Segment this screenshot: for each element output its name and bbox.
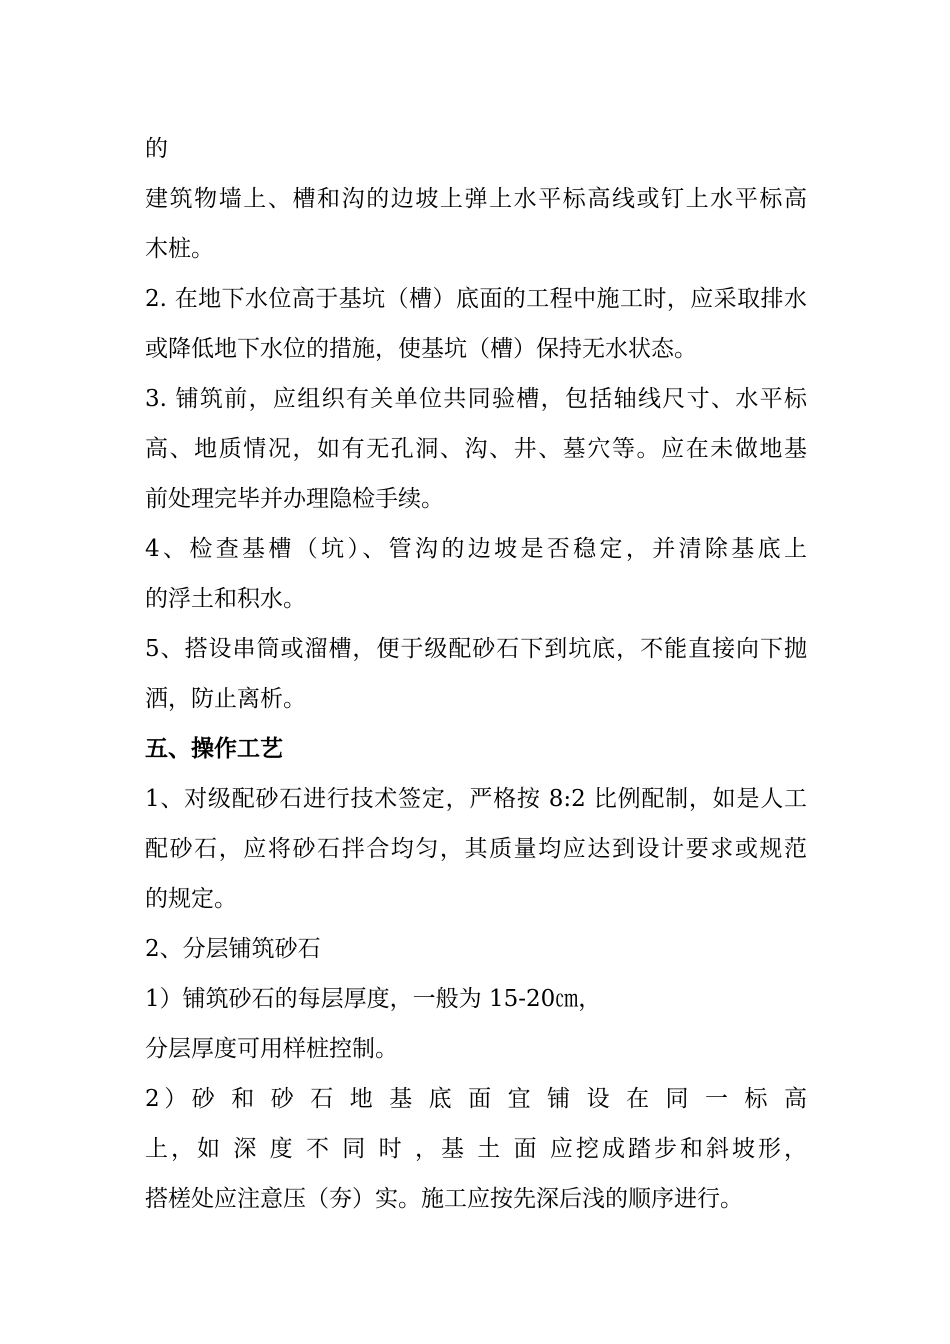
- step-2-title: 2、分层铺筑砂石: [145, 936, 321, 962]
- list-item-3-line: 3. 铺筑前，应组织有关单位共同验槽，包括轴线尺寸、水平标: [145, 386, 807, 412]
- list-item-3-line: 前处理完毕并办理隐检手续。: [145, 486, 444, 512]
- list-item-2-line: 2. 在地下水位高于基坑（槽）底面的工程中施工时，应采取排水: [145, 286, 807, 312]
- substep-2-line: 上，如 深 度 不 同 时 ，基 土 面 应挖成踏步和斜坡形，: [145, 1136, 807, 1162]
- section-heading: 五、操作工艺: [145, 736, 283, 762]
- paragraph-line: 的: [145, 136, 168, 162]
- paragraph-line: 木桩。: [145, 236, 214, 262]
- paragraph-line: 建筑物墙上、槽和沟的边坡上弹上水平标高线或钉上水平标高: [145, 186, 807, 212]
- step-1-line: 配砂石，应将砂石拌合均匀，其质量均应达到设计要求或规范: [145, 836, 807, 862]
- list-item-4-line: 4、检查基槽（坑）、管沟的边坡是否稳定，并清除基底上: [145, 536, 807, 562]
- substep-2-line: 2）砂 和 砂 石 地 基 底 面 宜 铺 设 在 同 一 标 高: [145, 1086, 807, 1112]
- list-item-4-line: 的浮土和积水。: [145, 586, 306, 612]
- list-item-3-line: 高、地质情况，如有无孔洞、沟、井、墓穴等。应在未做地基: [145, 436, 807, 462]
- step-1-line: 1、对级配砂石进行技术签定，严格按 8:2 比例配制，如是人工: [145, 786, 807, 812]
- document-page: [145, 124, 807, 1224]
- list-item-5-line: 洒，防止离析。: [145, 686, 306, 712]
- substep-1-line: 分层厚度可用样桩控制。: [145, 1036, 398, 1062]
- substep-2-line: 搭槎处应注意压（夯）实。施工应按先深后浅的顺序进行。: [145, 1186, 743, 1212]
- list-item-2-line: 或降低地下水位的措施，使基坑（槽）保持无水状态。: [145, 336, 697, 362]
- step-1-line: 的规定。: [145, 886, 237, 912]
- list-item-5-line: 5、搭设串筒或溜槽，便于级配砂石下到坑底，不能直接向下抛: [145, 636, 807, 662]
- substep-1-line: 1）铺筑砂石的每层厚度，一般为 15-20㎝，: [145, 986, 602, 1012]
